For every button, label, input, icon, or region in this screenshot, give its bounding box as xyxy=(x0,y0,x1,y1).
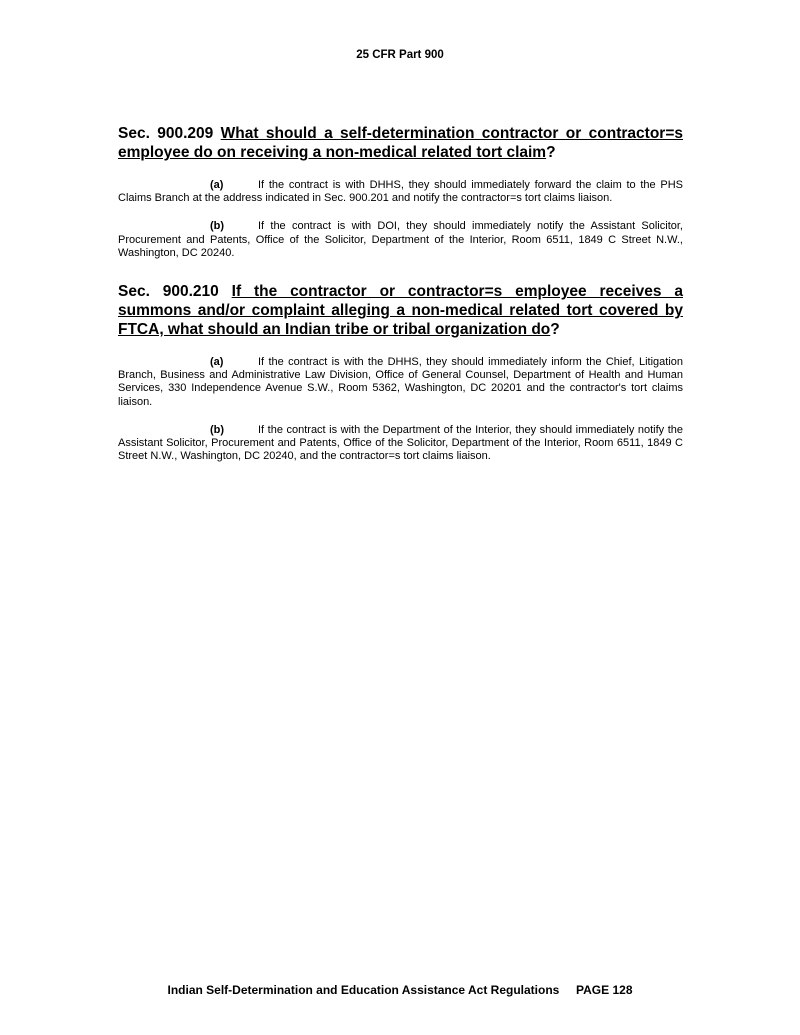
paragraph-marker: (a) xyxy=(210,179,224,191)
paragraph-text: If the contract is with the Department of the Interior, they should immediately notify the Assistant Solicitor, Procurement and Patents, Office of the Solicitor, Department of the Interior, Room 6511, 1849 C Street N.W., Washington, DC 20240, and the contractor=s tort claims liaison. xyxy=(118,423,683,463)
section-heading xyxy=(118,282,683,339)
section-number: Sec. 900.210 xyxy=(118,283,219,301)
paragraph-text: If the contract is with DHHS, they should immediately forward the claim to the PHS Claims Branch at the address indicated in Sec. 900.201 and notify the contractor=s tort claims liaison. xyxy=(118,179,683,205)
section-title-punct: ? xyxy=(550,321,560,339)
section-number: Sec. 900.209 xyxy=(118,125,214,142)
paragraph-marker: (a) xyxy=(210,356,224,369)
page-header: 25 CFR Part 900 xyxy=(356,49,444,61)
section-title: What should a self-determination contractor or contractor=s employee do on receiving a non-medical related tort claim xyxy=(118,125,683,161)
paragraph-marker: (b) xyxy=(210,220,225,233)
paragraph xyxy=(118,424,683,464)
section-title-punct: ? xyxy=(546,144,556,161)
section-spacer xyxy=(118,275,683,282)
paragraph-text: If the contract is with the DHHS, they should immediately inform the Chief, Litigation Branch, Business and Administrative Law Division, Office of General Counsel, Department of Health and Human Services, 330 Independence Avenue S.W., Room 5362, Washington, DC 20201 and the contractor's tort claims liaison. xyxy=(118,356,683,408)
paragraph xyxy=(118,179,683,205)
paragraph-marker: (b) xyxy=(210,423,225,436)
document-body xyxy=(118,124,683,478)
section-900-210 xyxy=(118,282,683,463)
section-heading xyxy=(118,124,683,162)
section-title: If the contractor or contractor=s employee receives a summons and/or complaint alleging a non-medical related tort covered by FTCA, what should an Indian tribe or tribal organization do xyxy=(118,283,683,339)
page-number: PAGE 128 xyxy=(576,983,633,997)
section-900-209 xyxy=(118,124,683,260)
paragraph xyxy=(118,356,683,409)
footer-title: Indian Self-Determination and Education Assistance Act Regulations xyxy=(167,983,560,997)
paragraph xyxy=(118,220,683,260)
page-footer xyxy=(0,983,800,997)
paragraph-text: If the contract is with DOI, they should immediately notify the Assistant Solicitor, Procurement and Patents, Office of the Solicitor, Department of the Interior, Room 6511, 1849 C Street N.W., Washington, DC 20240. xyxy=(118,220,683,259)
